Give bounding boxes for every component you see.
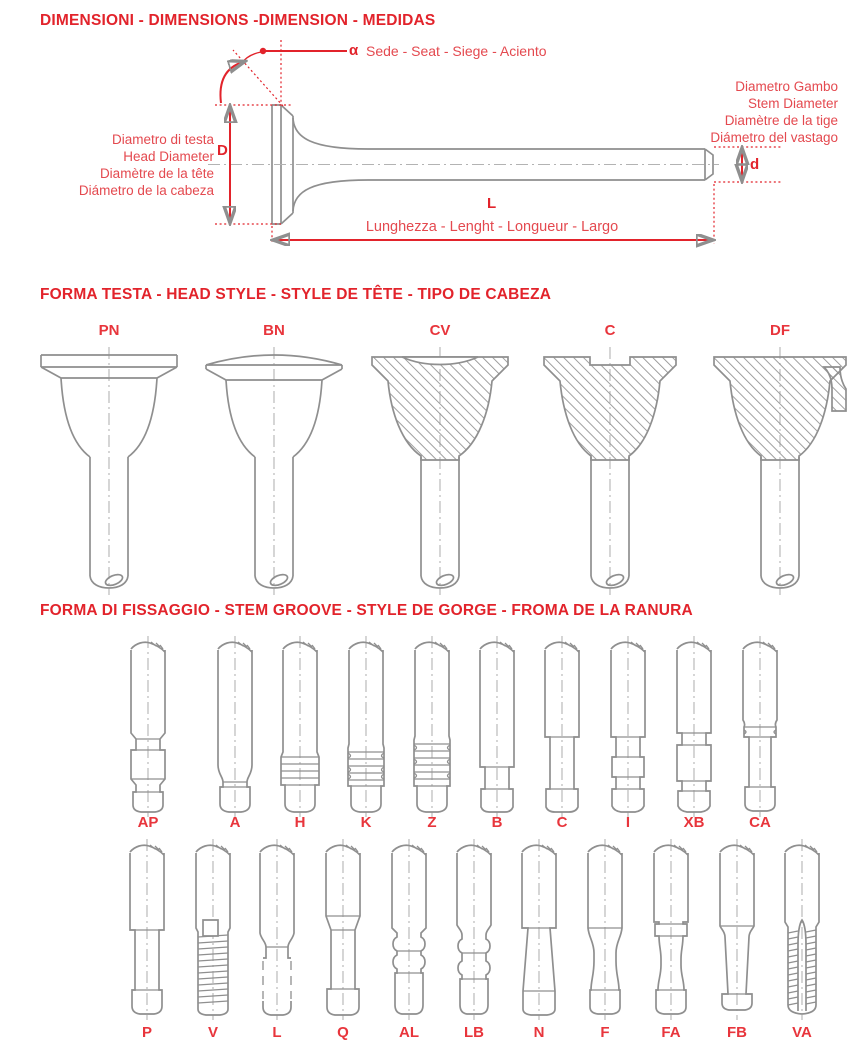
stem-groove-a-drawing [218, 636, 252, 817]
stem-diameter-label [650, 78, 838, 146]
groove-label-fb: FB [727, 1024, 747, 1041]
stem-groove-v-drawing [196, 839, 230, 1020]
groove-label-k: K [360, 814, 372, 831]
stem-groove-l-drawing [260, 839, 294, 1020]
head-style-cv-drawing [372, 347, 508, 595]
section-head-style-title: FORMA TESTA - HEAD STYLE - STYLE DE TÊTE - TIPO DE CABEZA [40, 286, 552, 303]
stem-groove-fa-drawing [654, 839, 688, 1020]
length-symbol: L [487, 195, 497, 212]
head-diameter-symbol: D [217, 142, 228, 159]
groove-label-n: N [533, 1024, 545, 1041]
seat-label: Sede - Seat - Siege - Aciento [366, 43, 547, 59]
groove-label-b: B [491, 814, 503, 831]
length-label: Lunghezza - Lenght - Longueur - Largo [365, 219, 619, 235]
stem-groove-c-drawing [545, 636, 579, 817]
groove-label-l: L [272, 1024, 282, 1041]
groove-label-va: VA [792, 1024, 812, 1041]
stem-groove-xb-drawing [677, 636, 711, 817]
groove-label-i: I [625, 814, 631, 831]
section-stem-groove-title: FORMA DI FISSAGGIO - STEM GROOVE - STYLE DE GORGE - FROMA DE LA RANURA [40, 602, 693, 619]
stem-groove-ap-drawing [131, 636, 165, 817]
stem-diameter-line-es: Diámetro del vastago [710, 130, 838, 145]
stem-groove-lb-drawing [457, 839, 491, 1020]
head-type-label-cv: CV [429, 322, 451, 339]
groove-label-ca: CA [749, 814, 771, 831]
stem-diameter-symbol: d [750, 156, 760, 173]
seat-angle-symbol: α [349, 42, 359, 59]
groove-label-p: P [141, 1024, 153, 1041]
head-style-bn-drawing [206, 347, 342, 595]
head-style-pn-drawing [41, 347, 177, 595]
stem-diameter-line-fr: Diamètre de la tige [724, 113, 838, 128]
stem-groove-b-drawing [480, 636, 514, 817]
groove-label-fa: FA [661, 1024, 681, 1041]
head-type-label-c: C [604, 322, 616, 339]
stem-groove-z-drawing [414, 636, 450, 817]
stem-groove-k-drawing [348, 636, 384, 817]
groove-label-xb: XB [683, 814, 705, 831]
groove-label-h: H [294, 814, 306, 831]
stem-groove-ca-drawing [743, 636, 777, 817]
head-diameter-line-es: Diámetro de la cabeza [78, 183, 214, 198]
stem-groove-f-drawing [588, 839, 622, 1020]
stem-groove-n-drawing [522, 839, 556, 1020]
head-diameter-line-en: Head Diameter [123, 149, 214, 164]
groove-label-v: V [207, 1024, 219, 1041]
groove-label-lb: LB [464, 1024, 484, 1041]
groove-label-ap: AP [137, 814, 159, 831]
groove-label-z: Z [427, 814, 437, 831]
groove-label-c: C [556, 814, 568, 831]
stem-groove-va-drawing [785, 839, 819, 1020]
head-style-c-drawing [544, 347, 676, 595]
stem-groove-fb-drawing [720, 839, 754, 1020]
stem-groove-p-drawing [130, 839, 164, 1020]
head-type-label-bn: BN [263, 322, 285, 339]
groove-label-a: A [229, 814, 241, 831]
stem-groove-i-drawing [611, 636, 645, 817]
groove-label-q: Q [337, 1024, 349, 1041]
head-diameter-line-it: Diametro di testa [111, 132, 214, 147]
head-type-label-pn: PN [98, 322, 120, 339]
section-dimensions-title: DIMENSIONI - DIMENSIONS -DIMENSION - MEDIDAS [40, 12, 436, 29]
groove-label-f: F [600, 1024, 610, 1041]
stem-diameter-line-it: Diametro Gambo [735, 79, 838, 94]
stem-groove-h-drawing [281, 636, 319, 817]
stem-groove-al-drawing [392, 839, 426, 1020]
groove-label-al: AL [399, 1024, 419, 1041]
head-diameter-label [30, 131, 214, 199]
stem-diameter-line-en: Stem Diameter [747, 96, 838, 111]
head-type-label-df: DF [770, 322, 790, 339]
head-style-df-drawing [714, 347, 846, 595]
stem-groove-q-drawing [326, 839, 360, 1020]
head-diameter-line-fr: Diamètre de la tête [99, 166, 214, 181]
